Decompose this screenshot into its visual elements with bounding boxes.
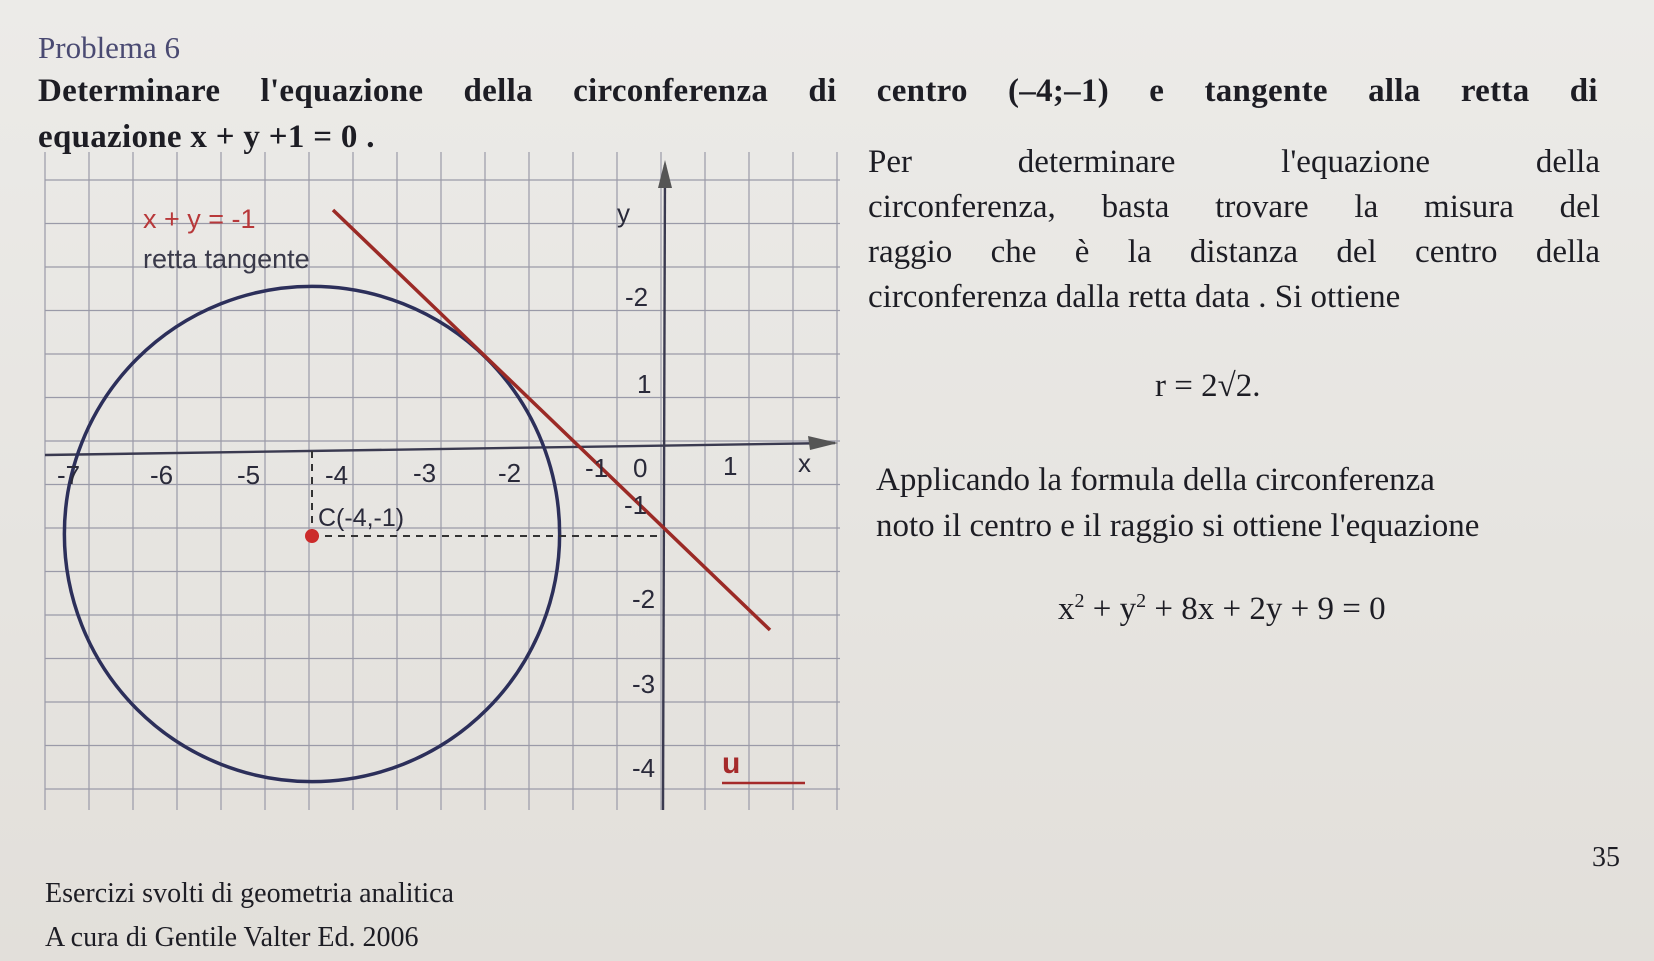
explanation-line: circonferenza dalla retta data . Si ottiene <box>868 279 1401 315</box>
statement-word: circonferenza <box>573 73 769 109</box>
x-tick-label: -1 <box>585 453 609 483</box>
y-tick-label: -2 <box>625 282 649 312</box>
x-tick-label: -3 <box>413 458 437 488</box>
problem-label: Problema 6 <box>38 30 181 65</box>
y-axis-arrow <box>658 160 672 188</box>
statement-word: di <box>808 73 837 109</box>
footer-line: A cura di Gentile Valter Ed. 2006 <box>45 922 419 953</box>
statement-word: di <box>1569 73 1598 109</box>
x-tick-label: 0 <box>633 453 648 483</box>
statement-word: Determinare <box>38 73 221 109</box>
statement-word: alla <box>1368 73 1421 109</box>
explanation-line: Applicando la formula della circonferenza <box>876 462 1435 498</box>
x-axis-label: x <box>798 448 811 478</box>
cartesian-graph <box>0 0 860 830</box>
radius-formula: r = 2√2. <box>1155 368 1261 404</box>
explanation-line: circonferenza, basta trovare la misura del <box>868 189 1600 225</box>
explanation-line: Per determinare l'equazione della <box>868 144 1600 180</box>
explanation-paragraph-1 <box>868 140 1600 320</box>
y-tick-label: -2 <box>632 584 656 614</box>
statement-word: della <box>463 73 533 109</box>
y-axis <box>663 165 665 810</box>
book-footer <box>45 872 454 960</box>
x-tick-label: -6 <box>150 460 174 490</box>
statement-line-2: equazione x + y +1 = 0 . <box>38 119 375 155</box>
x-axis <box>45 443 835 455</box>
footer-line: Esercizi svolti di geometria analitica <box>45 878 454 909</box>
statement-word: centro <box>876 73 968 109</box>
page-number: 35 <box>1592 842 1620 873</box>
circle-equation <box>1058 590 1386 628</box>
y-axis-label: y <box>617 198 630 228</box>
x-axis-arrow <box>808 436 838 450</box>
statement-word: (–4;–1) <box>1007 73 1110 109</box>
center-point <box>305 529 319 543</box>
equation-x-term: x <box>1058 591 1075 627</box>
explanation-paragraph-2 <box>876 457 1612 549</box>
x-tick-label: -5 <box>237 460 261 490</box>
statement-word: tangente <box>1204 73 1328 109</box>
equation-exponent: 2 <box>1136 590 1147 612</box>
y-tick-label: 1 <box>637 369 652 399</box>
explanation-line: raggio che è la distanza del centro della <box>868 234 1600 270</box>
y-tick-label: -4 <box>632 753 656 783</box>
y-tick-label: -1 <box>624 490 648 520</box>
statement-word: e <box>1149 73 1165 109</box>
line-equation-label: x + y = -1 <box>143 204 256 234</box>
unit-label: u <box>722 747 741 780</box>
x-tick-label: -4 <box>325 460 349 490</box>
equation-y-term: + y <box>1092 591 1137 627</box>
x-tick-label: 1 <box>723 451 738 481</box>
center-label: C(-4,-1) <box>318 504 405 532</box>
y-tick-label: -3 <box>632 669 656 699</box>
equation-rest: + 8x + 2y + 9 = 0 <box>1154 591 1386 627</box>
statement-word: l'equazione <box>260 73 424 109</box>
x-tick-label: -2 <box>498 458 522 488</box>
equation-exponent: 2 <box>1074 590 1085 612</box>
statement-word: retta <box>1460 73 1530 109</box>
explanation-line: noto il centro e il raggio si ottiene l'equazione <box>876 508 1480 544</box>
line-caption-label: retta tangente <box>143 244 310 274</box>
x-tick-label: -7 <box>57 460 81 490</box>
